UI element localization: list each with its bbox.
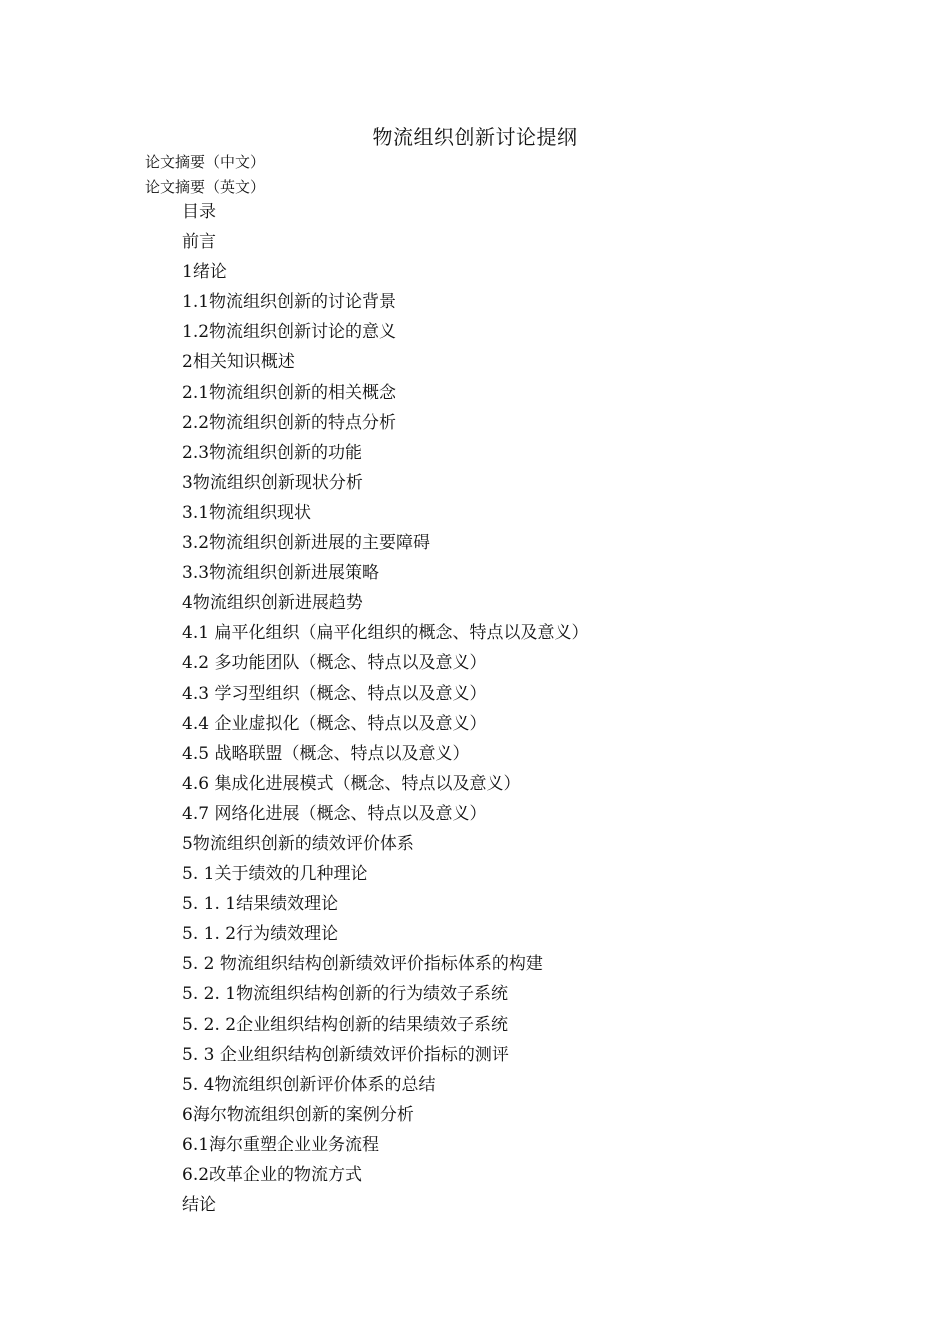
toc-entry: 2相关知识概述 xyxy=(182,352,295,373)
toc-entry: 5. 2. 1物流组织结构创新的行为绩效子系统 xyxy=(182,984,509,1005)
toc-entry: 2.3物流组织创新的功能 xyxy=(182,442,363,463)
toc-entry: 5. 4物流组织创新评价体系的总结 xyxy=(182,1074,436,1095)
toc-entry: 1.1物流组织创新的讨论背景 xyxy=(182,292,397,313)
toc-entry: 3物流组织创新现状分析 xyxy=(182,472,363,493)
toc-entry: 2.1物流组织创新的相关概念 xyxy=(182,382,397,403)
toc-entry: 4.5 战略联盟（概念、特点以及意义） xyxy=(182,743,470,764)
toc-entry: 6.2改革企业的物流方式 xyxy=(182,1165,363,1185)
abstract-english: 论文摘要（英文） xyxy=(145,178,266,196)
toc-entry: 5. 1. 1结果绩效理论 xyxy=(182,894,339,915)
document-title: 物流组织创新讨论提纲 xyxy=(372,125,578,149)
abstract-chinese: 论文摘要（中文） xyxy=(145,153,266,171)
toc-entry: 5. 1. 2行为绩效理论 xyxy=(182,924,339,945)
toc-entry: 3.2物流组织创新进展的主要障碍 xyxy=(182,533,431,554)
toc-entry: 结论 xyxy=(182,1195,216,1216)
toc-entry: 3.3物流组织创新进展策略 xyxy=(182,563,380,584)
toc-entry: 5. 3 企业组织结构创新绩效评价指标的测评 xyxy=(182,1044,509,1065)
toc-entry: 6.1海尔重塑企业业务流程 xyxy=(182,1134,380,1155)
toc-entry: 2.2物流组织创新的特点分析 xyxy=(182,412,397,433)
toc-entry: 1绪论 xyxy=(182,262,227,283)
toc-entry: 目录 xyxy=(182,202,216,222)
toc-entry: 5. 2. 2企业组织结构创新的结果绩效子系统 xyxy=(182,1014,509,1035)
toc-entry: 4物流组织创新进展趋势 xyxy=(182,593,363,614)
toc-entry: 5. 1关于绩效的几种理论 xyxy=(182,864,368,885)
table-of-contents xyxy=(182,197,588,1220)
abstract-list xyxy=(145,150,265,200)
toc-entry: 前言 xyxy=(182,232,216,253)
toc-entry: 4.3 学习型组织（概念、特点以及意义） xyxy=(182,683,487,704)
toc-entry: 5物流组织创新的绩效评价体系 xyxy=(182,833,414,854)
toc-entry: 6海尔物流组织创新的案例分析 xyxy=(182,1104,414,1125)
toc-entry: 1.2物流组织创新讨论的意义 xyxy=(182,322,397,343)
toc-entry: 4.6 集成化进展模式（概念、特点以及意义） xyxy=(182,773,521,794)
toc-entry: 5. 2 物流组织结构创新绩效评价指标体系的构建 xyxy=(182,954,543,975)
toc-entry: 4.2 多功能团队（概念、特点以及意义） xyxy=(182,653,487,674)
toc-entry: 3.1物流组织现状 xyxy=(182,502,312,523)
toc-entry: 4.7 网络化进展（概念、特点以及意义） xyxy=(182,803,487,824)
toc-entry: 4.4 企业虚拟化（概念、特点以及意义） xyxy=(182,713,487,734)
toc-entry: 4.1 扁平化组织（扁平化组织的概念、特点以及意义） xyxy=(182,623,589,644)
